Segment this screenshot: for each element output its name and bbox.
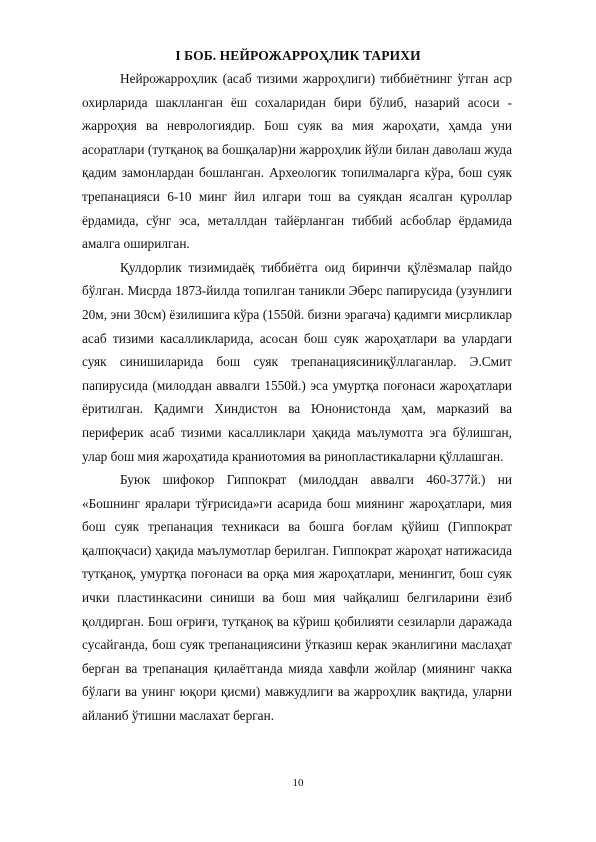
page-number: 10 [292, 777, 304, 789]
paragraph-3: Буюк шифокор Гиппократ (милоддан аввалги 460-377й.) ни «Бошнинг яралари тўғрисида»ги асарида бош миянинг жароҳатлари, мия бош суяк трепанация техникаси ва бошга боғлам қўйиш (Гиппократ қалпоқчаси) ҳақида маълумотлар берилган. Гиппократ жароҳат натижасида тутқаноқ, умуртқа поғонаси ва орқа мия жароҳатлари, менингит, бош суяк ички пластинкасини синиши ва бош мия чайқалиш белгиларини ёзиб қолдирган. Бош оғриғи, тутқаноқ ва кўриш қобилияти сезиларли даражада сусайганда, бош суяк трепанациясини ўтказиш керак эканлигини маслаҳат берган ва трепанация қилаётганда мияда хавфли жойлар (миянинг чакка бўлаги ва унинг юқори қисми) мавжудлиги ва жарроҳлик вақтида, уларни айланиб ўтишни маслахат берган. [82, 472, 512, 724]
paragraph-2: Қулдорлик тизимидаёқ тиббиётга оид биринчи қўлёзмалар пайдо бўлган. Мисрда 1873-йилда топилган таникли Эберс папирусида (узунлиги 20м, эни 30см) ёзилишига кўра (1550й. бизни эрагача) қадимги мисрликлар асаб тизими касалликларида, асосан бош суяк жароҳатлари ва улардаги суяк синишиларида бош суяк трепанациясиниқўллаганлар. Э.Смит папирусида (милоддан аввалги 1550й.) эса умуртқа поғонаси жароҳатлари ёритилган. Қадимги Хиндистон ва Юнонистонда ҳам, марказий ва периферик асаб тизими касалликлари ҳақида маълумотга эга бўлишган, улар бош мия жароҳатида краниотомия ва ринопластикаларни қўллашган. [82, 259, 512, 464]
chapter-title: I БОБ. НЕЙРОЖАРРОҲЛИК ТАРИХИ [175, 48, 421, 63]
body-text [82, 67, 512, 728]
paragraph-1: Нейрожарроҳлик (асаб тизими жарроҳлиги) тиббиётнинг ўтган аср охирларида шаклланган ёш сохаларидан бири бўлиб, назарий асоси - жарроҳия ва неврологиядир. Бош суяк ва мия жароҳати, ҳамда уни асоратлари (тутқаноқ ва бошқалар)ни жарроҳлик йўли билан даволаш жуда қадим замонлардан бошланган. Археологик топилмаларга кўра, бош суяк трепанацияси 6-10 минг йил илгари тош ва суякдан ясалган қуроллар ёрдамида, сўнг эса, металлдан тайёрланган тиббий асбоблар ёрдамида амалга оширилган. [82, 71, 512, 252]
